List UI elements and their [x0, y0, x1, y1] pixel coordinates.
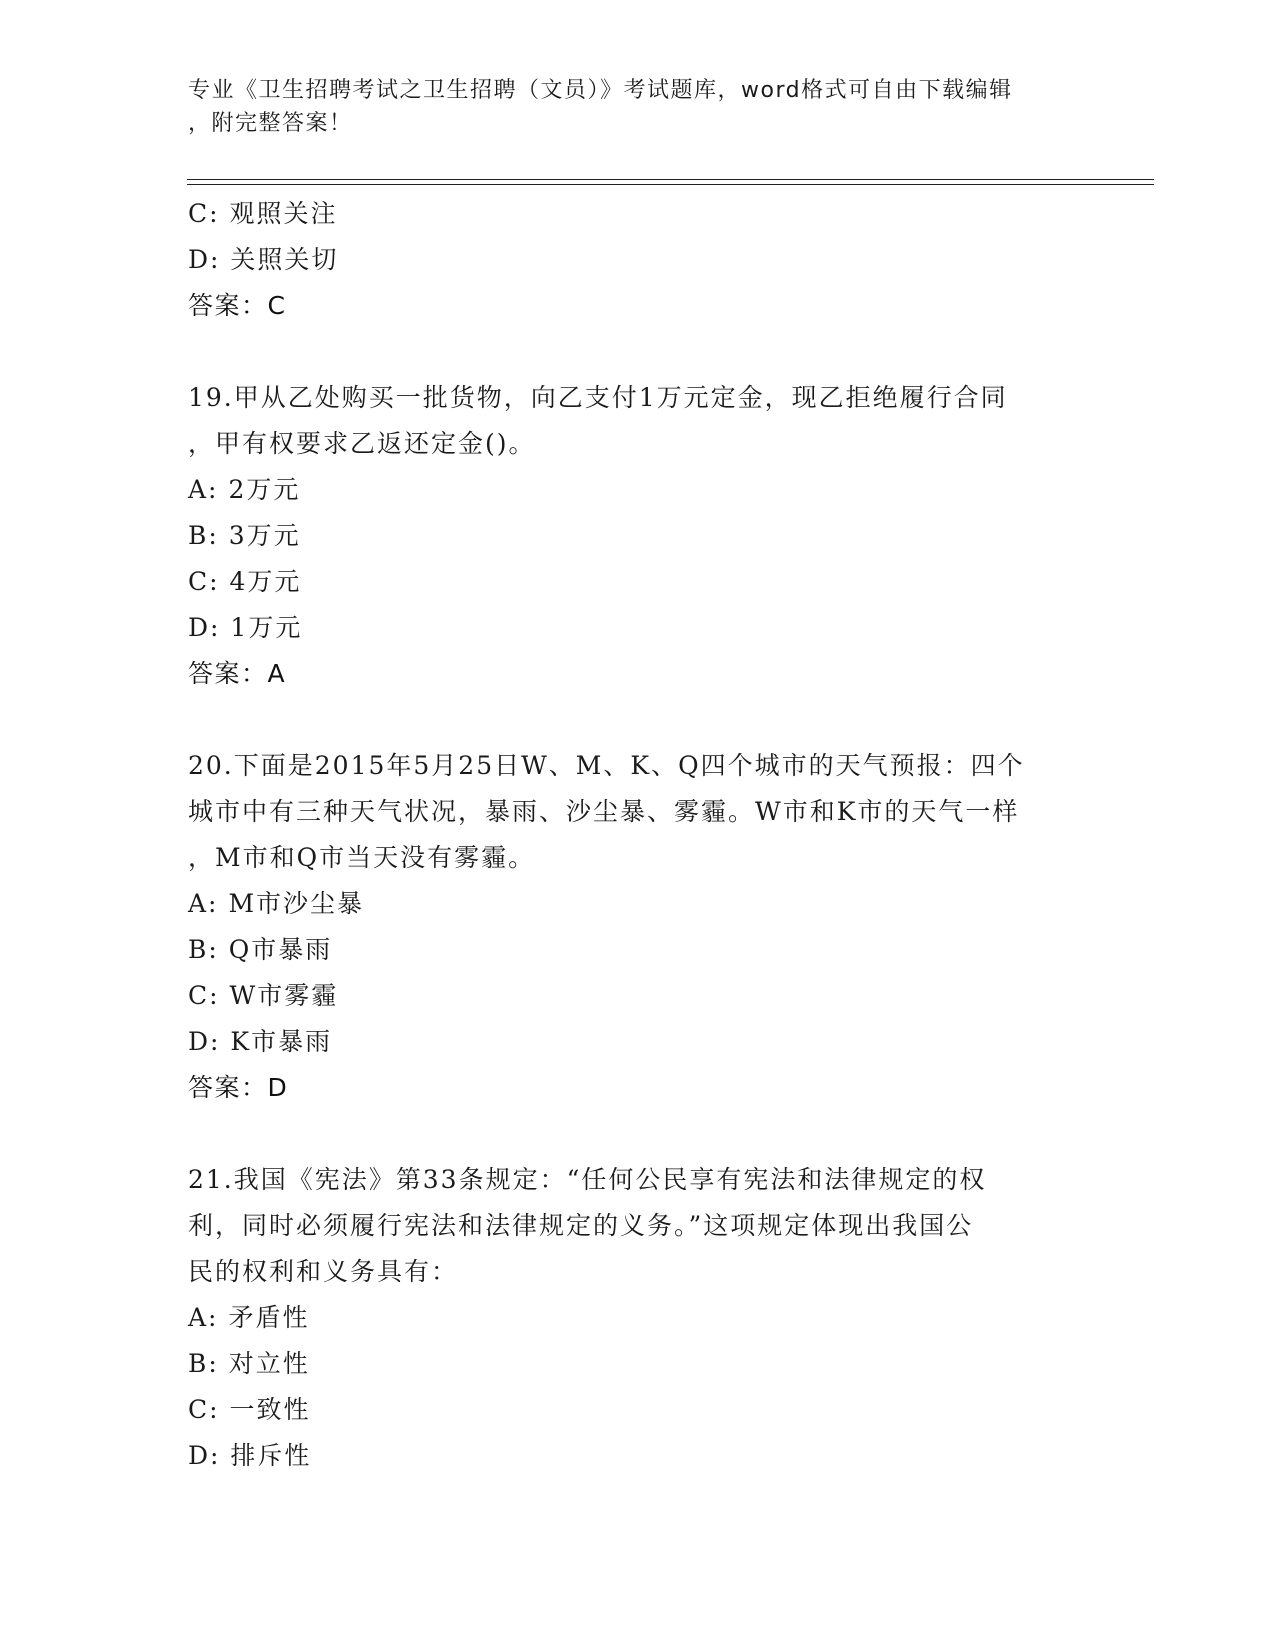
option-text: 观照关注: [229, 199, 338, 228]
option-text: 1万元: [230, 613, 303, 642]
option-label: D:: [188, 245, 221, 274]
answer-line: 答案：D: [188, 1073, 289, 1102]
header-divider-bottom: [187, 184, 1154, 185]
option-d: [188, 1433, 1088, 1479]
question-stem-line: 城市中有三种天气状况，暴雨、沙尘暴、雾霾。W市和K市的天气一样: [188, 797, 1020, 826]
document-header: [188, 74, 1068, 140]
spacer: [188, 697, 1088, 743]
answer-line: 答案：A: [188, 659, 287, 688]
option-c: [188, 1387, 1088, 1433]
question-20: [188, 743, 1088, 1111]
option-label: C:: [188, 1395, 220, 1424]
option-label: B:: [188, 521, 219, 550]
option-a: [188, 1295, 1088, 1341]
option-label: C:: [188, 567, 220, 596]
option-text: K市暴雨: [230, 1027, 333, 1056]
option-label: B:: [188, 935, 219, 964]
option-text: 2万元: [228, 475, 301, 504]
question-stem-line: ，M市和Q市当天没有雾霾。: [188, 843, 536, 872]
option-a: [188, 881, 1088, 927]
question-19: [188, 375, 1088, 697]
option-d: [188, 1019, 1088, 1065]
option-label: B:: [188, 1349, 219, 1378]
option-text: 一致性: [229, 1395, 311, 1424]
option-b: [188, 927, 1088, 973]
option-label: C:: [188, 981, 220, 1010]
question-stem-line: 20.下面是2015年5月25日W、M、K、Q四个城市的天气预报：四个: [188, 751, 1025, 780]
option-text: 对立性: [228, 1349, 310, 1378]
option-text: 4万元: [229, 567, 302, 596]
option-label: D:: [188, 613, 221, 642]
option-c: [188, 191, 1088, 237]
question-stem-line: ，甲有权要求乙返还定金()。: [188, 429, 536, 458]
spacer: [188, 1111, 1088, 1157]
option-c: [188, 973, 1088, 1019]
option-text: W市雾霾: [229, 981, 339, 1010]
option-d: [188, 237, 1088, 283]
header-line-1: 专业《卫生招聘考试之卫生招聘（文员）》考试题库，word格式可自由下载编辑: [188, 78, 1013, 103]
option-text: 矛盾性: [228, 1303, 310, 1332]
answer-line: 答案：C: [188, 291, 287, 320]
header-line-2: ，附完整答案！: [188, 111, 353, 136]
question-21: [188, 1157, 1088, 1479]
question-stem-line: 民的权利和义务具有：: [188, 1257, 459, 1286]
option-label: A:: [188, 475, 219, 504]
option-b: [188, 513, 1088, 559]
option-b: [188, 1341, 1088, 1387]
previous-question-tail: [188, 191, 1088, 329]
question-stem-line: 21.我国《宪法》第33条规定：“任何公民享有宪法和法律规定的权: [188, 1165, 987, 1194]
option-text: Q市暴雨: [228, 935, 333, 964]
option-text: M市沙尘暴: [228, 889, 365, 918]
option-label: A:: [188, 1303, 219, 1332]
option-label: D:: [188, 1441, 221, 1470]
option-c: [188, 559, 1088, 605]
option-label: A:: [188, 889, 219, 918]
question-stem-line: 19.甲从乙处购买一批货物，向乙支付1万元定金，现乙拒绝履行合同: [188, 383, 1008, 412]
option-text: 排斥性: [230, 1441, 312, 1470]
option-d: [188, 605, 1088, 651]
header-divider-top: [187, 179, 1154, 180]
option-text: 3万元: [228, 521, 301, 550]
option-label: C:: [188, 199, 220, 228]
question-content: [188, 191, 1088, 1479]
question-stem-line: 利，同时必须履行宪法和法律规定的义务。”这项规定体现出我国公: [188, 1211, 974, 1240]
option-label: D:: [188, 1027, 221, 1056]
spacer: [188, 329, 1088, 375]
option-text: 关照关切: [230, 245, 339, 274]
option-a: [188, 467, 1088, 513]
